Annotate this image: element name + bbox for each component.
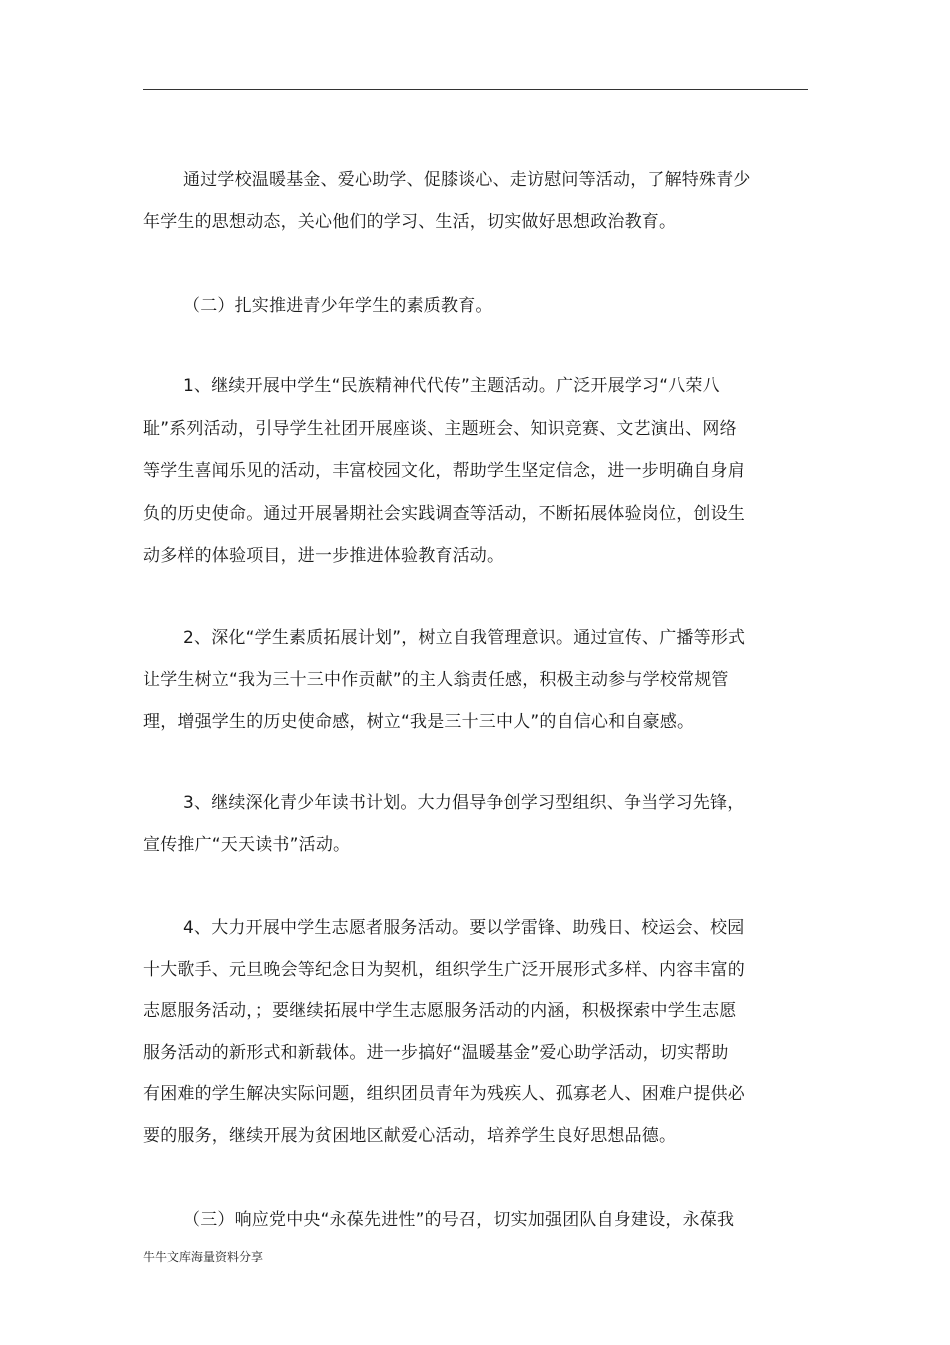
text-line: 十大歌手、元旦晚会等纪念日为契机，组织学生广泛开展形式多样、内容丰富的 — [143, 960, 745, 980]
text-line: 通过学校温暖基金、爱心助学、促膝谈心、走访慰问等活动，了解特殊青少 — [183, 170, 751, 190]
text-line: 志愿服务活动，；要继续拓展中学生志愿服务活动的内涵，积极探索中学生志愿 — [143, 1001, 737, 1021]
text-line: 1、继续开展中学生“民族精神代代传”主题活动。广泛开展学习“八荣八 — [183, 376, 720, 396]
text-line: 宣传推广“天天读书”活动。 — [143, 835, 351, 855]
text-line: 服务活动的新形式和新载体。进一步搞好“温暖基金”爱心助学活动，切实帮助 — [143, 1043, 729, 1063]
text-line: 动多样的体验项目，进一步推进体验教育活动。 — [143, 546, 505, 566]
text-line: 负的历史使命。通过开展暑期社会实践调查等活动，不断拓展体验岗位，创设生 — [143, 504, 745, 524]
text-line: 让学生树立“我为三十三中作贡献”的主人翁责任感，积极主动参与学校常规管 — [143, 670, 729, 690]
text-line: 要的服务，继续开展为贫困地区献爱心活动，培养学生良好思想品德。 — [143, 1126, 677, 1146]
text-line: 等学生喜闻乐见的活动，丰富校园文化，帮助学生坚定信念，进一步明确自身肩 — [143, 461, 745, 481]
text-line: 耻”系列活动，引导学生社团开展座谈、主题班会、知识竞赛、文艺演出、网络 — [143, 419, 737, 439]
page-footer: 牛牛文库海量资料分享 — [143, 1250, 264, 1264]
header-rule — [143, 89, 808, 90]
text-line: 4、大力开展中学生志愿者服务活动。要以学雷锋、助残日、校运会、校园 — [183, 918, 745, 938]
section-heading: （三）响应党中央“永葆先进性”的号召，切实加强团队自身建设，永葆我 — [183, 1210, 735, 1230]
text-line: 年学生的思想动态，关心他们的学习、生活，切实做好思想政治教育。 — [143, 212, 677, 232]
text-line: 2、深化“学生素质拓展计划”，树立自我管理意识。通过宣传、广播等形式 — [183, 628, 746, 648]
text-line: 有困难的学生解决实际问题，组织团员青年为残疾人、孤寡老人、困难户提供必 — [143, 1084, 745, 1104]
text-line: 3、继续深化青少年读书计划。大力倡导争创学习型组织、争当学习先锋， — [183, 793, 745, 813]
text-line: 理，增强学生的历史使命感，树立“我是三十三中人”的自信心和自豪感。 — [143, 712, 695, 732]
section-heading: （二）扎实推进青少年学生的素质教育。 — [183, 296, 493, 316]
